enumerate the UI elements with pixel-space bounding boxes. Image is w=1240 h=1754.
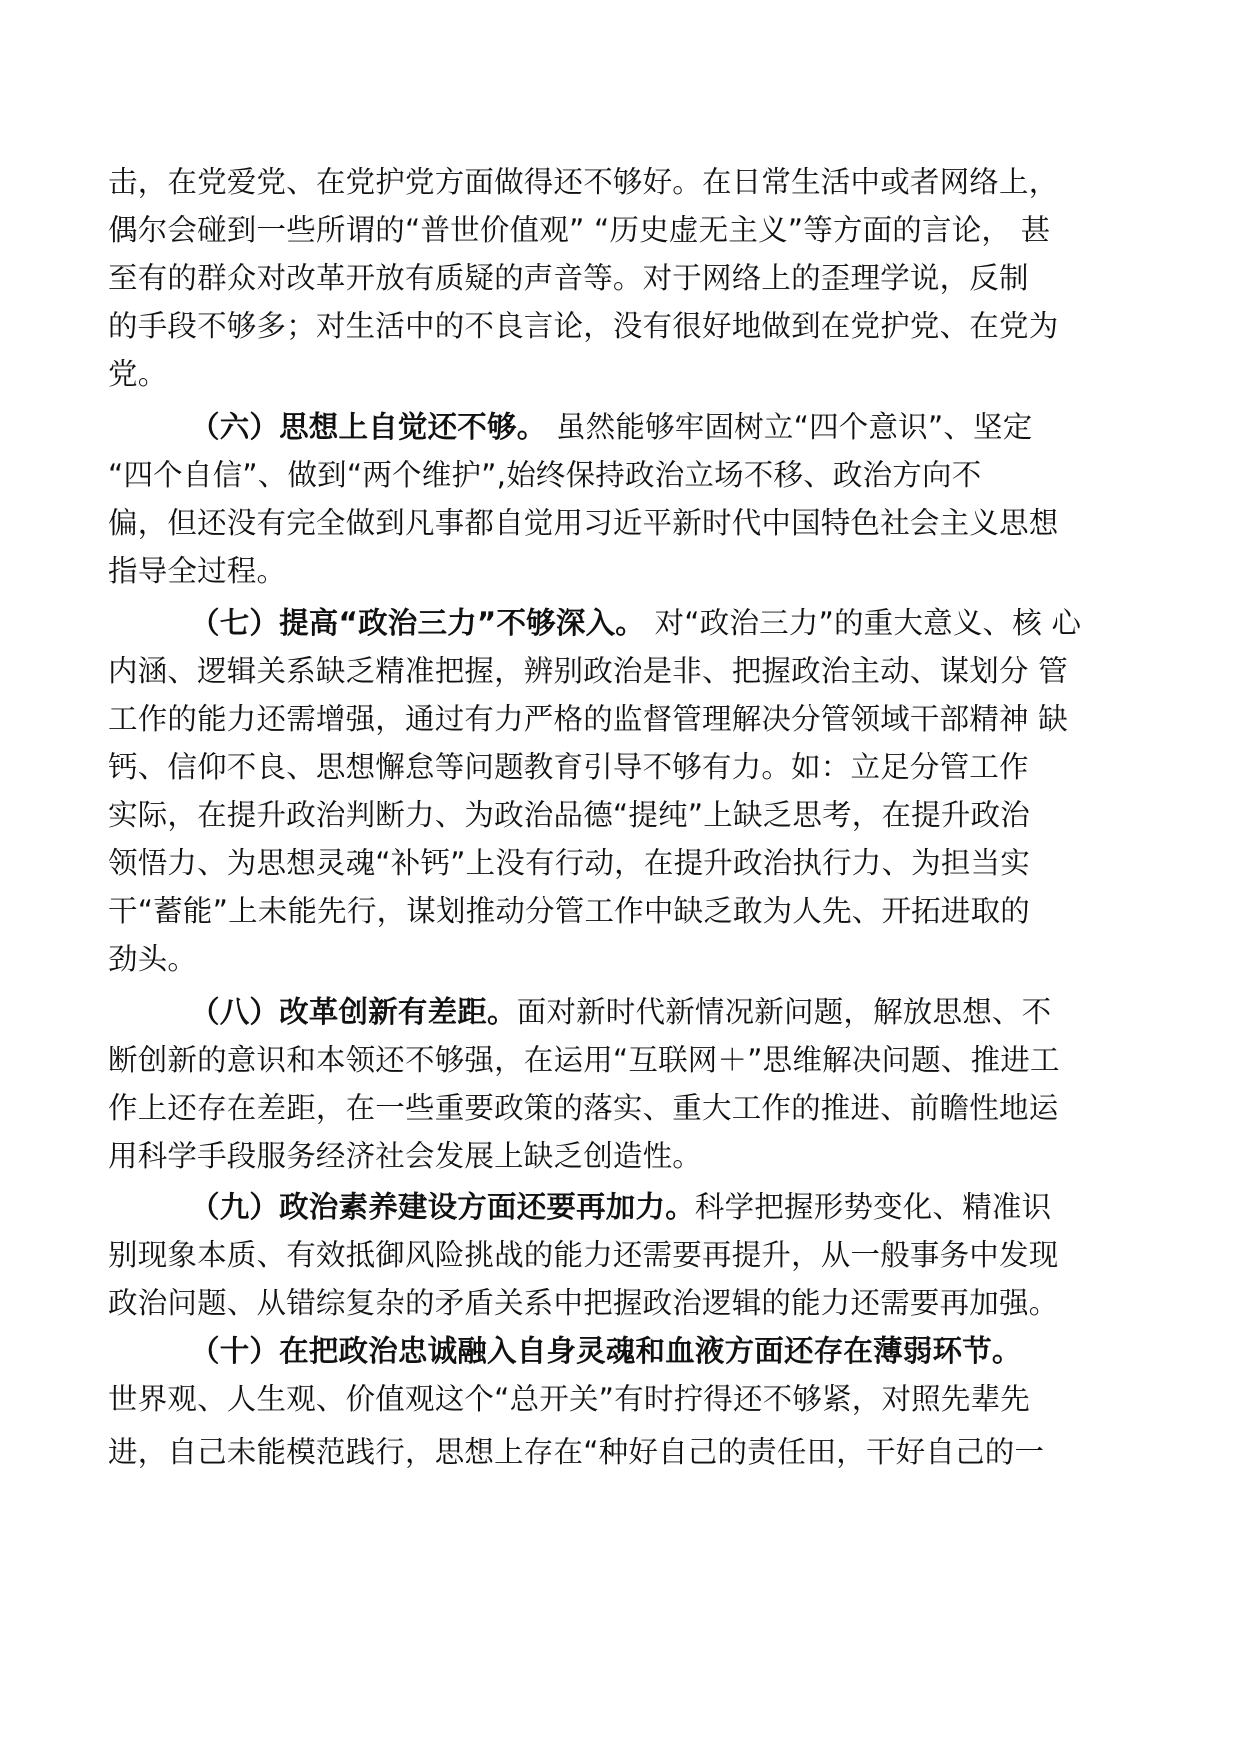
text-line: 世界观、人生观、价值观这个“总开关”有时拧得还不够紧，对照先辈先 [108, 1382, 1030, 1416]
section-7-first-line [190, 603, 1081, 643]
text-line: 断创新的意识和本领还不够强，在运用“互联网＋”思维解决问题、推进工 [108, 1043, 1060, 1077]
section-10-first-line [190, 1331, 1022, 1371]
text-line: 用科学手段服务经济社会发展上缺乏创造性。 [108, 1139, 703, 1173]
section-6-lead-text: 虽然能够牢固树立“四个意识”、坚定 [546, 410, 1033, 444]
section-9-lead-text: 科学把握形势变化、精准识 [694, 1190, 1052, 1224]
text-line: 钙、信仰不良、思想懈怠等问题教育引导不够有力。如：立足分管工作 [108, 750, 1029, 784]
section-9-first-line [190, 1187, 1051, 1227]
text-line: “四个自信”、做到“两个维护”,始终保持政治立场不移、政治方向不 [108, 458, 982, 492]
text-line: 至有的群众对改革开放有质疑的声音等。对于网络上的歪理学说，反制 [108, 261, 1029, 295]
section-8-heading: （八）改革创新有差距。 [190, 995, 517, 1029]
text-line: 的手段不够多；对生活中的不良言论，没有很好地做到在党护党、在党为 [108, 309, 1059, 343]
text-line: 工作的能力还需增强，通过有力严格的监督管理解决分管领域干部精神 缺 [108, 702, 1068, 736]
text-line: 偏，但还没有完全做到凡事都自觉用习近平新时代中国特色社会主义思想 [108, 506, 1059, 540]
text-line: 进，自己未能模范践行，思想上存在“种好自己的责任田，干好自己的一 [108, 1435, 1045, 1469]
section-8-lead-text: 面对新时代新情况新问题，解放思想、不 [516, 995, 1052, 1029]
section-6-first-line [190, 407, 1032, 447]
text-line: 击，在党爱党、在党护党方面做得还不够好。在日常生活中或者网络上， [108, 165, 1059, 199]
text-line: 指导全过程。 [108, 554, 287, 588]
text-line: 劲头。 [108, 942, 198, 976]
text-line: 实际，在提升政治判断力、为政治品德“提纯”上缺乏思考，在提升政治 [108, 798, 1030, 832]
section-7-heading: （七）提高“政治三力”不够深入。 [190, 606, 645, 640]
text-line: 作上还存在差距，在一些重要政策的落实、重大工作的推进、前瞻性地运 [108, 1091, 1059, 1125]
section-10-heading: （十）在把政治忠诚融入自身灵魂和血液方面还存在薄弱环节。 [190, 1334, 1022, 1368]
section-8-first-line [190, 992, 1051, 1032]
section-7-lead-text: 对“政治三力”的重大意义、核 心 [644, 606, 1082, 640]
text-line: 别现象本质、有效抵御风险挑战的能力还需要再提升，从一般事务中发现 [108, 1238, 1059, 1272]
section-9-heading: （九）政治素养建设方面还要再加力。 [190, 1190, 695, 1224]
text-line: 党。 [108, 357, 168, 391]
text-line: 领悟力、为思想灵魂“补钙”上没有行动，在提升政治执行力、为担当实 [108, 846, 1030, 880]
section-6-heading: （六）思想上自觉还不够。 [190, 410, 547, 444]
text-line: 偶尔会碰到一些所谓的“普世价值观” “历史虚无主义”等方面的言论， 甚 [108, 213, 1051, 247]
text-line: 政治问题、从错综复杂的矛盾关系中把握政治逻辑的能力还需要再加强。 [108, 1286, 1059, 1320]
text-line: 内涵、逻辑关系缺乏精准把握，辨别政治是非、把握政治主动、谋划分 管 [108, 654, 1068, 688]
text-line: 干“蓄能”上未能先行，谋划推动分管工作中缺乏敢为人先、开拓进取的 [108, 894, 1030, 928]
